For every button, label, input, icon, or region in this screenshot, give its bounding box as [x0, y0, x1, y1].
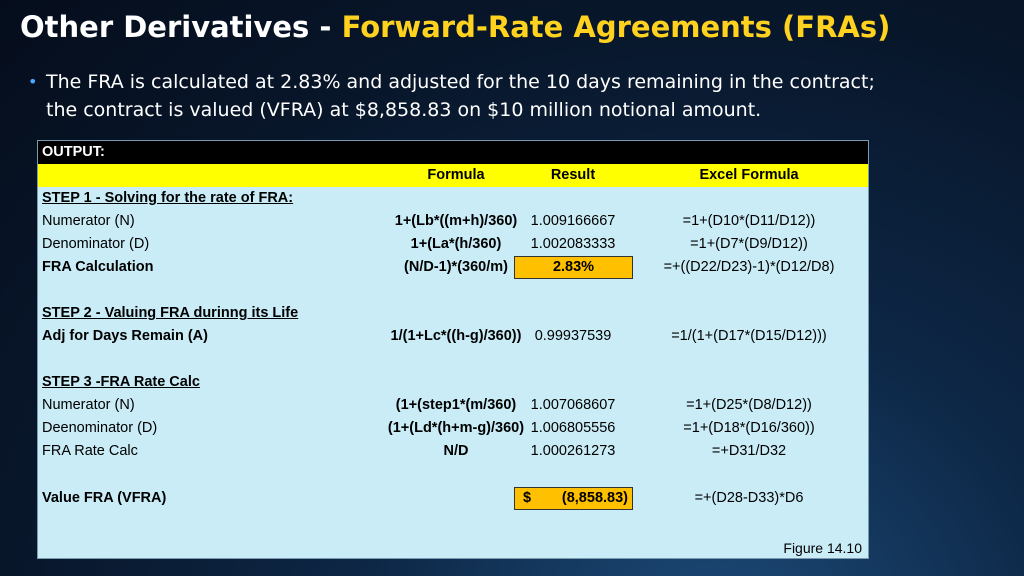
row-result: 1.009166667 [530, 213, 616, 229]
bullet-text-line1: The FRA is calculated at 2.83% and adjusted for the 10 days remaining in the contract; [46, 71, 875, 93]
vfra-row [38, 487, 868, 510]
table-row [38, 325, 868, 348]
bullet-point [28, 68, 988, 124]
column-header-row [38, 164, 868, 187]
vfra-currency-symbol: $ [523, 490, 532, 506]
row-label: Numerator (N) [42, 213, 135, 229]
table-row [38, 417, 868, 440]
row-excel-formula: =1+(D25*(D8/D12)) [686, 397, 812, 413]
row-formula: 1/(1+Lc*((h-g)/360)) [390, 328, 522, 344]
vfra-excel-formula: =+(D28-D33)*D6 [694, 490, 804, 506]
row-label: FRA Calculation [42, 259, 154, 275]
row-label: Numerator (N) [42, 397, 135, 413]
table-row [38, 440, 868, 463]
row-label: Deenominator (D) [42, 420, 158, 436]
vfra-label: Value FRA (VFRA) [42, 490, 167, 506]
step3-heading-row [38, 371, 868, 394]
table-row [38, 210, 868, 233]
step1-heading-row [38, 187, 868, 210]
spreadsheet-output [37, 140, 869, 559]
bullet-text-line2: the contract is valued (VFRA) at $8,858.83 on $10 million notional amount. [46, 99, 762, 121]
row-result: 1.002083333 [530, 236, 616, 252]
row-result: 1.006805556 [530, 420, 616, 436]
row-formula: (1+(step1*(m/360) [395, 397, 517, 413]
fra-rate-result: 2.83% [552, 259, 595, 275]
row-formula: 1+(La*(h/360) [410, 236, 502, 252]
row-formula: (1+(Ld*(h+m-g)/360) [387, 420, 525, 436]
column-header-result: Result [550, 167, 596, 183]
step2-heading-row [38, 302, 868, 325]
slide-title-prefix: Other Derivatives - [20, 10, 342, 44]
slide-title-highlight: Forward-Rate Agreements (FRAs) [341, 10, 891, 44]
output-header-row [38, 141, 868, 164]
table-row [38, 394, 868, 417]
table-row [38, 233, 868, 256]
row-formula: N/D [443, 443, 469, 459]
step1-heading: STEP 1 - Solving for the rate of FRA: [42, 190, 294, 206]
table-row [38, 256, 868, 279]
row-excel-formula: =1+(D18*(D16/360)) [683, 420, 815, 436]
row-result: 0.99937539 [534, 328, 612, 344]
vfra-result: (8,858.83) [561, 490, 628, 506]
row-label: Denominator (D) [42, 236, 150, 252]
row-label: Adj for Days Remain (A) [42, 328, 208, 344]
bullet-dot-icon: • [28, 72, 38, 91]
step2-heading: STEP 2 - Valuing FRA durinng its Life [42, 305, 299, 321]
slide-title [20, 10, 890, 44]
column-header-formula: Formula [427, 167, 485, 183]
output-label: OUTPUT: [42, 144, 105, 160]
figure-caption: Figure 14.10 [783, 540, 862, 556]
row-excel-formula: =1+(D7*(D9/D12)) [690, 236, 808, 252]
fra-rate-highlight-cell[interactable] [514, 256, 633, 279]
row-excel-formula: =+((D22/D23)-1)*(D12/D8) [663, 259, 835, 275]
column-header-excel: Excel Formula [699, 167, 799, 183]
step3-heading: STEP 3 -FRA Rate Calc [42, 374, 200, 390]
row-result: 1.007068607 [530, 397, 616, 413]
row-formula: (N/D-1)*(360/m) [404, 259, 508, 275]
row-formula: 1+(Lb*((m+h)/360) [394, 213, 518, 229]
row-label: FRA Rate Calc [42, 443, 138, 459]
row-result: 1.000261273 [530, 443, 616, 459]
row-excel-formula: =1/(1+(D17*(D15/D12))) [671, 328, 827, 344]
row-excel-formula: =1+(D10*(D11/D12)) [682, 213, 816, 229]
row-excel-formula: =+D31/D32 [711, 443, 787, 459]
vfra-highlight-cell[interactable] [514, 487, 633, 510]
